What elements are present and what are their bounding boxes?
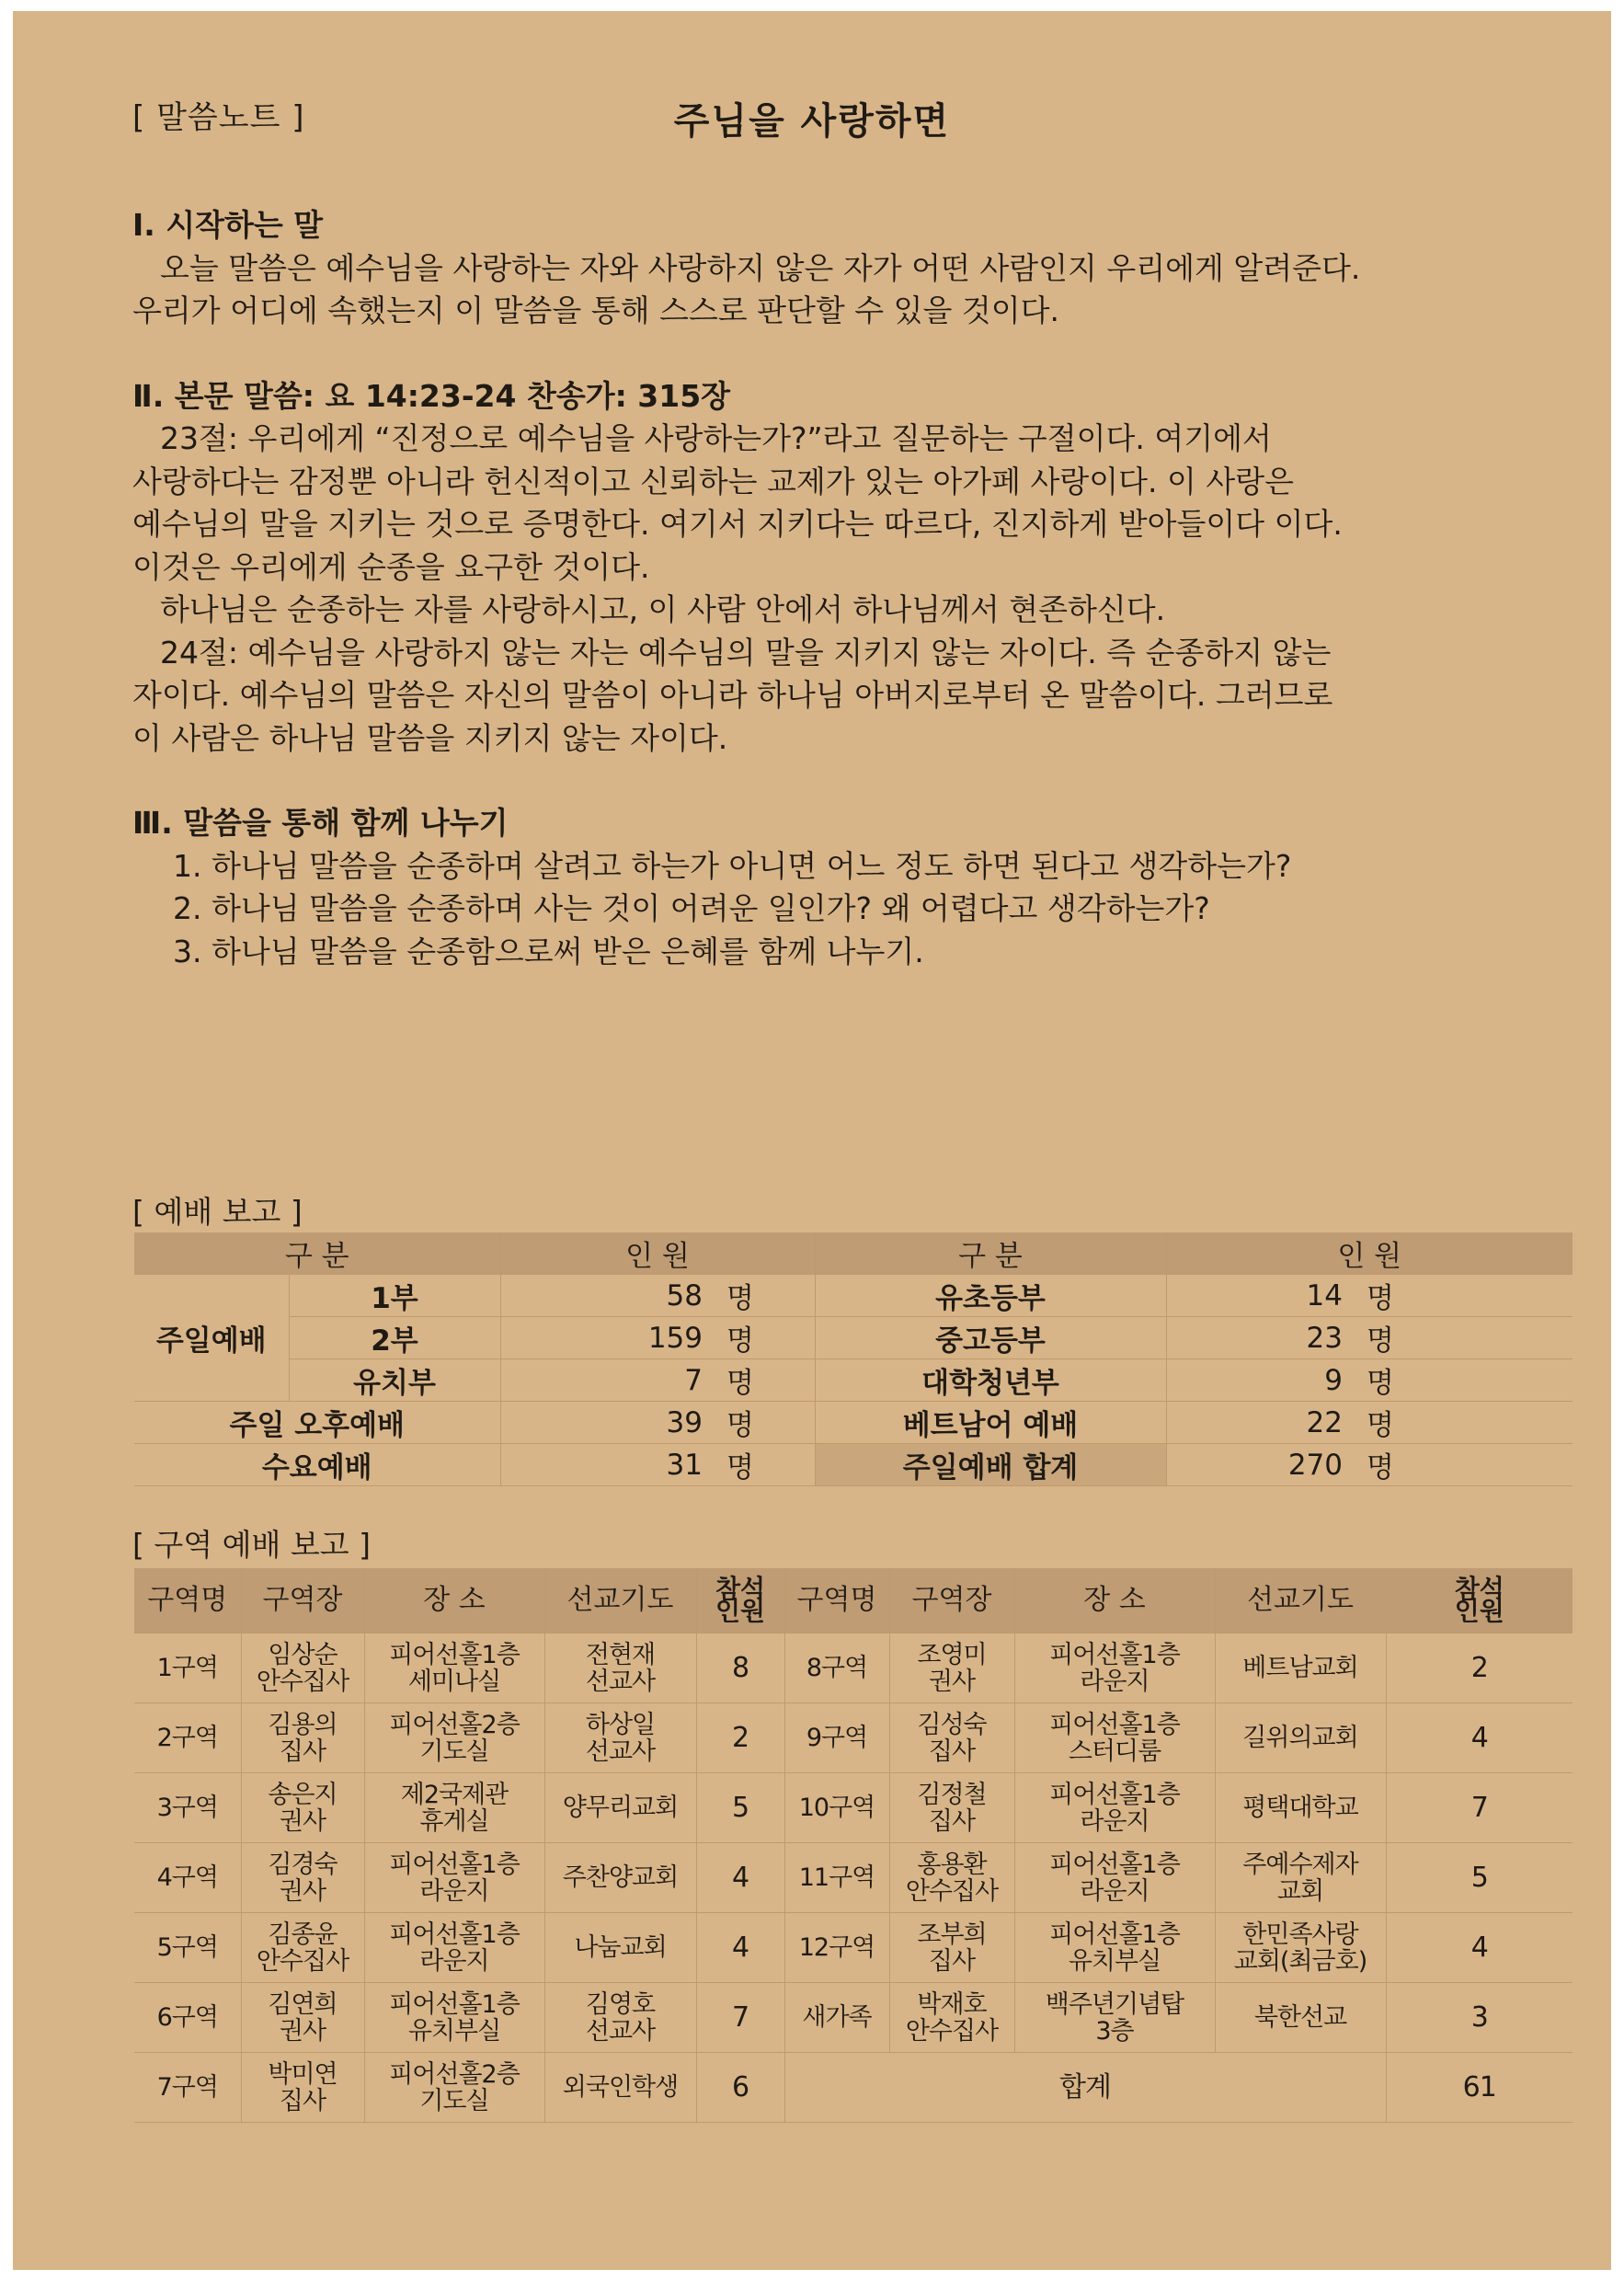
worship-report-table — [134, 1232, 1573, 1486]
total-count: 61 — [1386, 2053, 1573, 2123]
attendance-count: 4 — [696, 1913, 784, 1983]
district-place: 피어선홀1층 세미나실 — [364, 1633, 544, 1703]
district-place: 피어선홀1층 유치부실 — [1014, 1913, 1215, 1983]
count-unit: 명 — [1354, 1359, 1573, 1402]
district-leader: 임상순 안수집사 — [241, 1633, 364, 1703]
district-name: 11구역 — [784, 1843, 889, 1913]
mission-prayer: 주예수제자 교회 — [1215, 1843, 1386, 1913]
sermon-line: 이 사람은 하나님 말씀을 지키지 않는 자이다. — [132, 719, 728, 756]
district-leader: 김성숙 집사 — [889, 1703, 1014, 1773]
count-value: 9 — [1166, 1359, 1354, 1402]
row-label: 대학청년부 — [815, 1359, 1166, 1402]
district-name: 8구역 — [784, 1633, 889, 1703]
attendance-count: 2 — [696, 1703, 784, 1773]
district-place: 피어선홀1층 라운지 — [364, 1913, 544, 1983]
district-place: 피어선홀1층 라운지 — [1014, 1773, 1215, 1843]
mission-prayer: 하상일 선교사 — [544, 1703, 696, 1773]
worship-report-label: [ 예배 보고 ] — [132, 1194, 303, 1230]
row-label: 베트남어 예배 — [815, 1402, 1166, 1444]
section-heading-2: Ⅱ. 본문 말씀: 요 14:23-24 찬송가: 315장 — [132, 377, 731, 414]
count-unit: 명 — [1354, 1402, 1573, 1444]
district-leader: 김용의 집사 — [241, 1703, 364, 1773]
sermon-line: 우리가 어디에 속했는지 이 말씀을 통해 스스로 판단할 수 있을 것이다. — [132, 292, 1059, 328]
district-name: 새가족 — [784, 1983, 889, 2053]
table-row — [134, 1633, 1573, 1703]
district-place: 피어선홀2층 기도실 — [364, 2053, 544, 2123]
sermon-body — [132, 204, 1503, 973]
district-report-label: [ 구역 예배 보고 ] — [132, 1527, 371, 1563]
discussion-question: 2. 하나님 말씀을 순종하며 사는 것이 어려운 일인가? 왜 어렵다고 생각하는가? — [173, 890, 1210, 926]
district-leader: 박미연 집사 — [241, 2053, 364, 2123]
table-row — [134, 1444, 1573, 1486]
attendance-count: 5 — [696, 1773, 784, 1843]
district-name: 2구역 — [134, 1703, 241, 1773]
district-name: 7구역 — [134, 2053, 241, 2123]
total-label: 합계 — [784, 2053, 1386, 2123]
page — [13, 11, 1611, 2270]
district-name: 3구역 — [134, 1773, 241, 1843]
discussion-question: 1. 하나님 말씀을 순종하며 살려고 하는가 아니면 어느 정도 하면 된다고 생각하는가? — [173, 847, 1292, 884]
count-value: 31 — [500, 1444, 714, 1486]
column-header: 구역장 — [241, 1568, 364, 1633]
district-place: 피어선홀1층 스터디룸 — [1014, 1703, 1215, 1773]
row-label: 1부 — [289, 1275, 500, 1317]
district-place: 피어선홀1층 라운지 — [1014, 1633, 1215, 1703]
count-unit: 명 — [714, 1359, 815, 1402]
table-header-row — [134, 1568, 1573, 1633]
mission-prayer: 베트남교회 — [1215, 1633, 1386, 1703]
column-header: 선교기도 — [544, 1568, 696, 1633]
district-leader: 김연희 권사 — [241, 1983, 364, 2053]
count-unit: 명 — [1354, 1444, 1573, 1486]
mission-prayer: 북한선교 — [1215, 1983, 1386, 2053]
attendance-count: 2 — [1386, 1633, 1573, 1703]
mission-prayer: 나눔교회 — [544, 1913, 696, 1983]
attendance-count: 4 — [1386, 1703, 1573, 1773]
attendance-count: 3 — [1386, 1983, 1573, 2053]
table-row — [134, 1275, 1573, 1317]
mission-prayer: 평택대학교 — [1215, 1773, 1386, 1843]
column-header: 장 소 — [364, 1568, 544, 1633]
sermon-line: 이것은 우리에게 순종을 요구한 것이다. — [132, 548, 650, 585]
mission-prayer: 외국인학생 — [544, 2053, 696, 2123]
district-leader: 박재호 안수집사 — [889, 1983, 1014, 2053]
sunday-worship-label: 주일예배 — [134, 1275, 289, 1402]
attendance-count: 7 — [696, 1983, 784, 2053]
district-place: 피어선홀1층 유치부실 — [364, 1983, 544, 2053]
table-row — [134, 1983, 1573, 2053]
column-header: 구역장 — [889, 1568, 1014, 1633]
district-leader: 김경숙 권사 — [241, 1843, 364, 1913]
attendance-count: 6 — [696, 2053, 784, 2123]
mission-prayer: 길위의교회 — [1215, 1703, 1386, 1773]
column-header: 참석 인원 — [1386, 1568, 1573, 1633]
column-header: 구 분 — [815, 1232, 1166, 1275]
page-title: 주님을 사랑하면 — [673, 100, 951, 143]
district-name: 12구역 — [784, 1913, 889, 1983]
district-place: 제2국제관 휴게실 — [364, 1773, 544, 1843]
row-label: 유치부 — [289, 1359, 500, 1402]
row-label: 2부 — [289, 1317, 500, 1359]
district-leader: 김종윤 안수집사 — [241, 1913, 364, 1983]
column-header: 장 소 — [1014, 1568, 1215, 1633]
column-header: 참석 인원 — [696, 1568, 784, 1633]
count-unit: 명 — [1354, 1275, 1573, 1317]
column-header: 선교기도 — [1215, 1568, 1386, 1633]
table-row — [134, 2053, 1573, 2123]
sermon-line: 23절: 우리에게 “진정으로 예수님을 사랑하는가?”라고 질문하는 구절이다. 여기에서 — [160, 420, 1272, 456]
mission-prayer: 한민족사랑 교회(최금호) — [1215, 1913, 1386, 1983]
count-unit: 명 — [1354, 1317, 1573, 1359]
attendance-count: 7 — [1386, 1773, 1573, 1843]
column-header: 인 원 — [500, 1232, 815, 1275]
district-leader: 조부희 집사 — [889, 1913, 1014, 1983]
sermon-line: 사랑하다는 감정뿐 아니라 헌신적이고 신뢰하는 교제가 있는 아가페 사랑이다. 이 사랑은 — [132, 463, 1294, 499]
sermon-line: 24절: 예수님을 사랑하지 않는 자는 예수님의 말을 지키지 않는 자이다. 즉 순종하지 않는 — [160, 634, 1332, 671]
table-row — [134, 1913, 1573, 1983]
district-place: 피어선홀1층 라운지 — [364, 1843, 544, 1913]
column-header: 인 원 — [1166, 1232, 1573, 1275]
sermon-line: 하나님은 순종하는 자를 사랑하시고, 이 사람 안에서 하나님께서 현존하신다. — [160, 591, 1166, 627]
district-leader: 조영미 권사 — [889, 1633, 1014, 1703]
mission-prayer: 김영호 선교사 — [544, 1983, 696, 2053]
attendance-count: 8 — [696, 1633, 784, 1703]
sermon-line: 자이다. 예수님의 말씀은 자신의 말씀이 아니라 하나님 아버지로부터 온 말씀이다. 그러므로 — [132, 677, 1333, 713]
count-value: 22 — [1166, 1402, 1354, 1444]
district-name: 6구역 — [134, 1983, 241, 2053]
count-unit: 명 — [714, 1317, 815, 1359]
column-header: 구 분 — [134, 1232, 500, 1275]
sermon-line: 예수님의 말을 지키는 것으로 증명한다. 여기서 지키다는 따르다, 진지하게 받아들이다 이다. — [132, 506, 1343, 542]
district-place: 백주년기념탑 3층 — [1014, 1983, 1215, 2053]
table-row — [134, 1359, 1573, 1402]
total-label: 주일예배 합계 — [815, 1444, 1166, 1486]
row-label: 주일 오후예배 — [134, 1402, 500, 1444]
note-tag: [ 말씀노트 ] — [132, 99, 305, 136]
row-label: 유초등부 — [815, 1275, 1166, 1317]
table-row — [134, 1773, 1573, 1843]
section-heading-1: Ⅰ. 시작하는 말 — [132, 207, 324, 243]
attendance-count: 4 — [696, 1843, 784, 1913]
row-label: 수요예배 — [134, 1444, 500, 1486]
district-name: 9구역 — [784, 1703, 889, 1773]
sermon-line: 오늘 말씀은 예수님을 사랑하는 자와 사랑하지 않은 자가 어떤 사람인지 우리에게 알려준다. — [160, 249, 1361, 286]
total-count: 270 — [1166, 1444, 1354, 1486]
count-value: 58 — [500, 1275, 714, 1317]
attendance-count: 5 — [1386, 1843, 1573, 1913]
count-value: 159 — [500, 1317, 714, 1359]
table-row — [134, 1317, 1573, 1359]
district-place: 피어선홀2층 기도실 — [364, 1703, 544, 1773]
count-unit: 명 — [714, 1275, 815, 1317]
table-row — [134, 1402, 1573, 1444]
count-unit: 명 — [714, 1444, 815, 1486]
count-value: 7 — [500, 1359, 714, 1402]
mission-prayer: 양무리교회 — [544, 1773, 696, 1843]
district-place: 피어선홀1층 라운지 — [1014, 1843, 1215, 1913]
count-unit: 명 — [714, 1402, 815, 1444]
district-leader: 홍용환 안수집사 — [889, 1843, 1014, 1913]
column-header: 구역명 — [134, 1568, 241, 1633]
table-row — [134, 1703, 1573, 1773]
district-report-table — [134, 1568, 1573, 2123]
district-leader: 김정철 집사 — [889, 1773, 1014, 1843]
count-value: 39 — [500, 1402, 714, 1444]
mission-prayer: 주찬양교회 — [544, 1843, 696, 1913]
district-name: 5구역 — [134, 1913, 241, 1983]
discussion-question: 3. 하나님 말씀을 순종함으로써 받은 은혜를 함께 나누기. — [173, 933, 924, 969]
section-heading-3: Ⅲ. 말씀을 통해 함께 나누기 — [132, 805, 509, 841]
attendance-count: 4 — [1386, 1913, 1573, 1983]
column-header: 구역명 — [784, 1568, 889, 1633]
count-value: 23 — [1166, 1317, 1354, 1359]
table-header-row — [134, 1232, 1573, 1275]
district-name: 10구역 — [784, 1773, 889, 1843]
count-value: 14 — [1166, 1275, 1354, 1317]
table-row — [134, 1843, 1573, 1913]
district-name: 4구역 — [134, 1843, 241, 1913]
district-name: 1구역 — [134, 1633, 241, 1703]
row-label: 중고등부 — [815, 1317, 1166, 1359]
district-leader: 송은지 권사 — [241, 1773, 364, 1843]
mission-prayer: 전현재 선교사 — [544, 1633, 696, 1703]
